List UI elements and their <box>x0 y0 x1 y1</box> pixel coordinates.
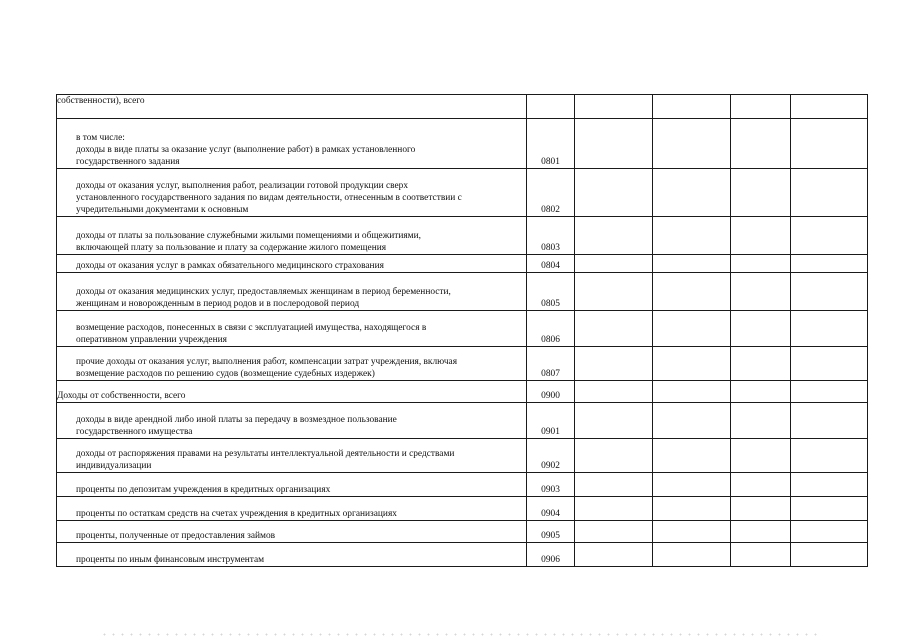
value-cell[interactable] <box>653 217 731 255</box>
value-cell[interactable] <box>731 403 791 439</box>
value-cell[interactable] <box>575 381 653 403</box>
value-cell[interactable] <box>575 95 653 119</box>
row-description <box>57 311 527 347</box>
value-cell[interactable] <box>731 217 791 255</box>
description-line: включающей плату за пользование и плату за содержание жилого помещения <box>76 243 387 253</box>
value-cell[interactable] <box>731 311 791 347</box>
row-description <box>57 403 527 439</box>
row-code: 0807 <box>527 347 575 381</box>
value-cell[interactable] <box>575 347 653 381</box>
value-cell[interactable] <box>791 473 868 497</box>
table-row <box>57 273 868 311</box>
row-code: 0905 <box>527 521 575 543</box>
value-cell[interactable] <box>731 473 791 497</box>
description-line: в том числе: <box>76 133 125 143</box>
row-description <box>57 255 527 273</box>
value-cell[interactable] <box>791 521 868 543</box>
row-description <box>57 95 527 119</box>
value-cell[interactable] <box>791 543 868 567</box>
value-cell[interactable] <box>575 217 653 255</box>
value-cell[interactable] <box>791 311 868 347</box>
table-row <box>57 403 868 439</box>
value-cell[interactable] <box>653 439 731 473</box>
description-line: женщинам и новорожденным в период родов и в послеродовой период <box>76 299 360 309</box>
value-cell[interactable] <box>653 381 731 403</box>
table-row <box>57 311 868 347</box>
value-cell[interactable] <box>653 543 731 567</box>
row-description <box>57 273 527 311</box>
value-cell[interactable] <box>791 273 868 311</box>
value-cell[interactable] <box>791 497 868 521</box>
value-cell[interactable] <box>791 95 868 119</box>
description-line: доходы от оказания услуг, выполнения работ, реализации готовой продукции сверх <box>76 181 409 191</box>
row-code: 0902 <box>527 439 575 473</box>
row-description <box>57 381 527 403</box>
row-description <box>57 543 527 567</box>
description-line: доходы от оказания медицинских услуг, предоставляемых женщинам в период беременности, <box>76 287 451 297</box>
row-description <box>57 217 527 255</box>
value-cell[interactable] <box>731 439 791 473</box>
table-row <box>57 497 868 521</box>
row-description <box>57 473 527 497</box>
row-code: 0904 <box>527 497 575 521</box>
description-line: Доходы от собственности, всего <box>57 391 186 401</box>
description-line: собственности), всего <box>57 96 145 106</box>
value-cell[interactable] <box>791 217 868 255</box>
value-cell[interactable] <box>731 381 791 403</box>
value-cell[interactable] <box>653 273 731 311</box>
row-code: 0903 <box>527 473 575 497</box>
value-cell[interactable] <box>731 273 791 311</box>
row-description <box>57 169 527 217</box>
row-code: 0803 <box>527 217 575 255</box>
description-line: возмещение расходов, понесенных в связи с эксплуатацией имущества, находящегося в <box>76 323 427 333</box>
value-cell[interactable] <box>731 255 791 273</box>
value-cell[interactable] <box>791 169 868 217</box>
value-cell[interactable] <box>653 95 731 119</box>
value-cell[interactable] <box>731 347 791 381</box>
description-line: проценты по депозитам учреждения в кредитных организациях <box>76 485 331 495</box>
income-table <box>56 94 868 567</box>
value-cell[interactable] <box>575 439 653 473</box>
table-row <box>57 169 868 217</box>
row-code: 0806 <box>527 311 575 347</box>
table-row <box>57 119 868 169</box>
row-code: 0804 <box>527 255 575 273</box>
table-row <box>57 439 868 473</box>
table-row <box>57 217 868 255</box>
table-row <box>57 347 868 381</box>
description-line: государственного задания <box>76 157 180 167</box>
value-cell[interactable] <box>653 311 731 347</box>
row-description <box>57 347 527 381</box>
description-line: проценты по иным финансовым инструментам <box>76 555 265 565</box>
row-description <box>57 521 527 543</box>
value-cell[interactable] <box>653 497 731 521</box>
description-line: доходы от платы за пользование служебными жилыми помещениями и общежитиями, <box>76 231 421 241</box>
value-cell[interactable] <box>575 473 653 497</box>
value-cell[interactable] <box>731 95 791 119</box>
value-cell[interactable] <box>575 273 653 311</box>
row-description <box>57 497 527 521</box>
description-line: проценты, полученные от предоставления займов <box>76 531 276 541</box>
value-cell[interactable] <box>653 347 731 381</box>
value-cell[interactable] <box>575 255 653 273</box>
value-cell[interactable] <box>653 255 731 273</box>
description-line: доходы от оказания услуг в рамках обязательного медицинского страхования <box>76 261 384 271</box>
value-cell[interactable] <box>575 497 653 521</box>
value-cell[interactable] <box>791 439 868 473</box>
row-code: 0901 <box>527 403 575 439</box>
value-cell[interactable] <box>575 403 653 439</box>
value-cell[interactable] <box>575 119 653 169</box>
value-cell[interactable] <box>791 255 868 273</box>
value-cell[interactable] <box>731 543 791 567</box>
value-cell[interactable] <box>653 119 731 169</box>
scan-noise <box>100 633 820 636</box>
row-description <box>57 119 527 169</box>
description-line: возмещение расходов по решению судов (возмещение судебных издержек) <box>76 369 375 379</box>
row-code <box>527 95 575 119</box>
value-cell[interactable] <box>731 521 791 543</box>
value-cell[interactable] <box>791 119 868 169</box>
value-cell[interactable] <box>731 497 791 521</box>
value-cell[interactable] <box>653 403 731 439</box>
value-cell[interactable] <box>653 473 731 497</box>
value-cell[interactable] <box>575 543 653 567</box>
value-cell[interactable] <box>731 119 791 169</box>
table-row <box>57 381 868 403</box>
description-line: учредительными документами к основным <box>76 205 249 215</box>
row-code: 0801 <box>527 119 575 169</box>
description-line: доходы в виде платы за оказание услуг (выполнение работ) в рамках установленного <box>76 145 416 155</box>
description-line: индивидуализации <box>76 461 152 471</box>
value-cell[interactable] <box>791 403 868 439</box>
description-line: прочие доходы от оказания услуг, выполнения работ, компенсации затрат учреждения, включая <box>76 357 458 367</box>
description-line: проценты по остаткам средств на счетах учреждения в кредитных организациях <box>76 509 397 519</box>
value-cell[interactable] <box>791 347 868 381</box>
description-line: установленного государственного задания по видам деятельности, отнесенным в соответствии с <box>76 193 462 203</box>
row-description <box>57 439 527 473</box>
table-row <box>57 521 868 543</box>
description-line: оперативном управлении учреждения <box>76 335 227 345</box>
row-code: 0906 <box>527 543 575 567</box>
row-code: 0900 <box>527 381 575 403</box>
value-cell[interactable] <box>575 521 653 543</box>
value-cell[interactable] <box>653 169 731 217</box>
row-code: 0805 <box>527 273 575 311</box>
description-line: доходы в виде арендной либо иной платы за передачу в возмездное пользование <box>76 415 397 425</box>
table-row <box>57 255 868 273</box>
row-code: 0802 <box>527 169 575 217</box>
table-row <box>57 95 868 119</box>
value-cell[interactable] <box>731 169 791 217</box>
value-cell[interactable] <box>575 311 653 347</box>
value-cell[interactable] <box>653 521 731 543</box>
value-cell[interactable] <box>575 169 653 217</box>
table-row <box>57 473 868 497</box>
value-cell[interactable] <box>791 381 868 403</box>
description-line: доходы от распоряжения правами на результаты интеллектуальной деятельности и средствами <box>76 449 455 459</box>
description-line: государственного имущества <box>76 427 193 437</box>
table-row <box>57 543 868 567</box>
